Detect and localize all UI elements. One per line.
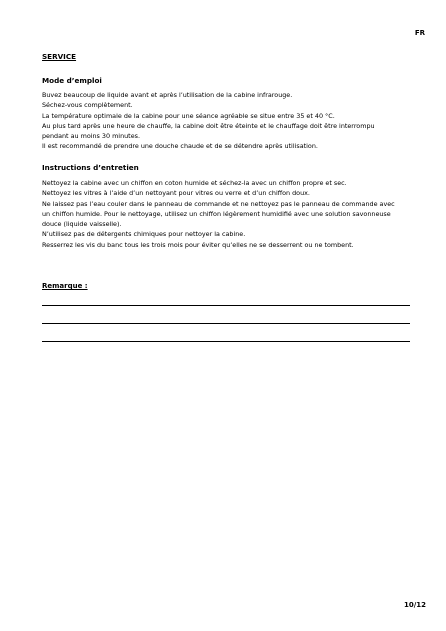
note-line: [42, 323, 410, 324]
section-title: SERVICE: [42, 52, 77, 61]
text-line: douce (liquide vaisselle).: [42, 220, 122, 229]
text-line: Séchez-vous complètement.: [42, 101, 133, 110]
instructions-text: [42, 178, 417, 250]
text-line: La température optimale de la cabine pour une séance agréable se situe entre 35 et 40 °C.: [42, 111, 335, 120]
language-label: FR: [414, 29, 425, 37]
page-number: 10/12: [403, 601, 426, 609]
mode-emploi-text: [42, 90, 417, 152]
text-line: Au plus tard après une heure de chauffe, la cabine doit être éteinte et le chauffage doit être interrompu: [42, 121, 375, 130]
note-line: [42, 341, 410, 342]
text-line: un chiffon humide. Pour le nettoyage, utilisez un chiffon légèrement humidifié avec une solution savonneuse: [42, 209, 391, 218]
remarque-label: Remarque :: [42, 282, 88, 290]
text-line: Buvez beaucoup de liquide avant et après l’utilisation de la cabine infrarouge.: [42, 91, 293, 99]
text-line: N’utilisez pas de détergents chimiques pour nettoyer la cabine.: [42, 230, 246, 239]
text-line: pendant au moins 30 minutes.: [42, 132, 140, 141]
note-line: [42, 305, 410, 306]
text-line: Ne laissez pas l’eau couler dans le panneau de commande et ne nettoyez pas le panneau de commande avec: [42, 199, 395, 208]
text-line: Nettoyez la cabine avec un chiffon en coton humide et séchez-la avec un chiffon propre et sec.: [42, 179, 347, 187]
text-line: Il est recommandé de prendre une douche chaude et de se détendre après utilisation.: [42, 142, 318, 151]
instructions-heading: Instructions d’entretien: [42, 163, 139, 172]
text-line: Resserrez les vis du banc tous les trois mois pour éviter qu’elles ne se desserrent ou ne tombent.: [42, 240, 354, 249]
mode-emploi-heading: Mode d’emploi: [42, 76, 102, 85]
text-line: Nettoyez les vitres à l’aide d’un nettoyant pour vitres ou verre et d’un chiffon doux.: [42, 189, 310, 198]
